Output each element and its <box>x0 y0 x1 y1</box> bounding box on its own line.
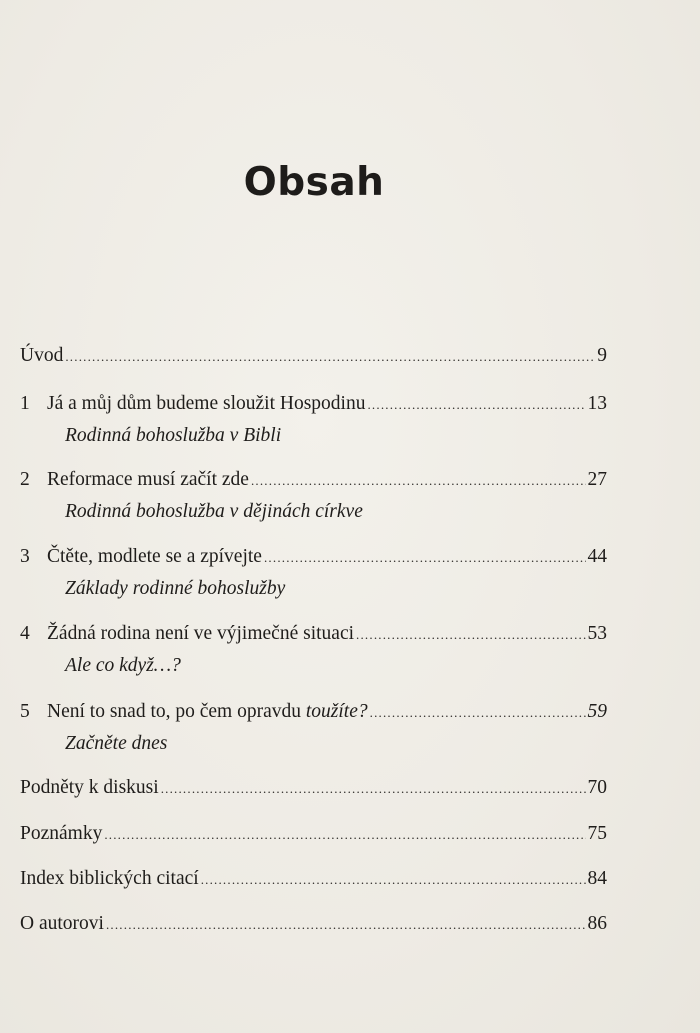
toc-chapter-number: 3 <box>20 546 30 567</box>
toc-entry-chapter-3[interactable] <box>20 544 607 570</box>
toc-entry-chapter-1[interactable] <box>20 391 607 417</box>
toc-leader-dots <box>201 867 586 893</box>
toc-leader-dots <box>106 912 586 938</box>
toc-entry-uvod[interactable] <box>20 343 607 369</box>
toc-entry-page: 27 <box>587 469 607 490</box>
toc-chapter-subtitle: Základy rodinné bohoslužby <box>65 578 286 599</box>
toc-chapter-subtitle: Začněte dnes <box>65 733 168 754</box>
toc-entry-page: 59 <box>587 701 607 722</box>
page-title: Obsah <box>243 160 385 205</box>
toc-entry-page: 75 <box>587 823 607 844</box>
toc-chapter-subtitle: Rodinná bohoslužba v dějinách církve <box>65 501 363 522</box>
toc-chapter-subtitle: Ale co když…? <box>65 655 181 676</box>
toc-entry-page: 86 <box>587 913 607 934</box>
toc-entry-notes[interactable] <box>20 821 607 847</box>
toc-leader-dots <box>65 344 595 370</box>
toc-entry-chapter-5[interactable] <box>20 699 607 725</box>
toc-chapter-number: 5 <box>20 701 30 722</box>
toc-leader-dots <box>367 392 585 418</box>
toc-entry-label: Čtěte, modlete se a zpívejte <box>47 546 262 567</box>
toc-entry-label: Úvod <box>20 345 64 366</box>
toc-entry-about-author[interactable] <box>20 911 607 937</box>
toc-entry-label: O autorovi <box>20 913 104 934</box>
toc-entry-label: Podněty k diskusi <box>20 777 159 798</box>
toc-entry-label <box>47 699 368 725</box>
toc-entry-page: 44 <box>587 546 607 567</box>
toc-entry-index[interactable] <box>20 866 607 892</box>
toc-chapter-number: 4 <box>20 623 30 644</box>
toc-chapter-subtitle: Rodinná bohoslužba v Bibli <box>65 425 282 446</box>
toc-entry-label: Žádná rodina není ve výjimečné situaci <box>47 623 355 644</box>
toc-leader-dots <box>251 468 586 494</box>
toc-chapter-number: 2 <box>20 469 30 490</box>
toc-entry-page: 53 <box>587 623 607 644</box>
toc-entry-label-text: Není to snad to, po čem opravdu <box>47 701 306 722</box>
toc-leader-dots <box>104 822 585 848</box>
toc-entry-chapter-2[interactable] <box>20 467 607 493</box>
toc-entry-page: 84 <box>587 868 607 889</box>
toc-entry-label-emphasis: toužíte? <box>305 701 368 722</box>
toc-entry-label: Reformace musí začít zde <box>47 469 249 490</box>
toc-leader-dots <box>161 776 586 802</box>
toc-entry-page: 70 <box>587 777 607 798</box>
toc-entry-label: Já a můj dům budeme sloužit Hospodinu <box>47 393 366 414</box>
toc-leader-dots <box>264 545 586 571</box>
toc-entry-discussion[interactable] <box>20 775 607 801</box>
toc-chapter-number: 1 <box>20 393 30 414</box>
toc-entry-label: Index biblických citací <box>20 868 199 889</box>
toc-entry-page: 13 <box>587 393 607 414</box>
toc-entry-chapter-4[interactable] <box>20 621 607 647</box>
toc-entry-label: Poznámky <box>20 823 103 844</box>
toc-leader-dots <box>370 700 586 726</box>
toc-leader-dots <box>356 622 585 648</box>
toc-entry-page: 9 <box>597 345 607 366</box>
